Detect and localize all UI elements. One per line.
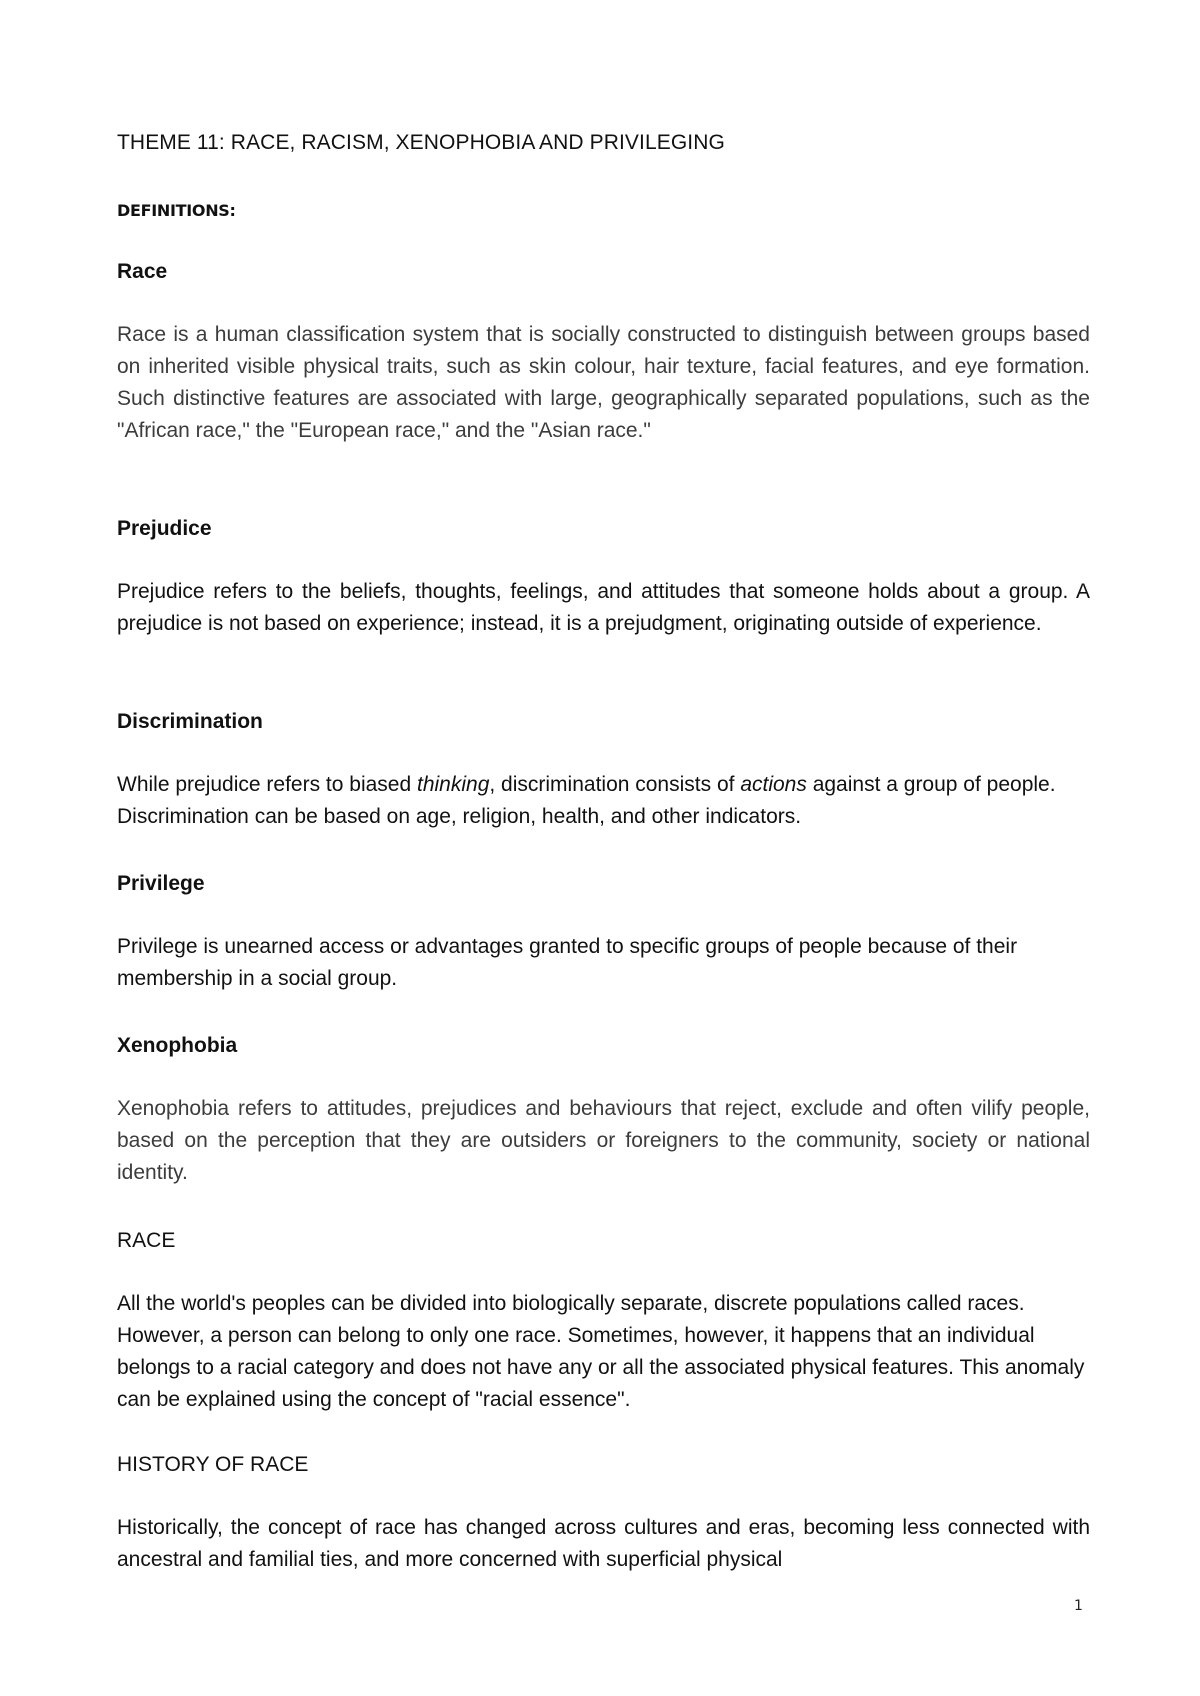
paragraph-discrimination	[117, 769, 1090, 833]
definitions-label: DEFINITIONS:	[117, 201, 236, 220]
paragraph-history-of-race: Historically, the concept of race has changed across cultures and eras, becoming less connected with ancestral and familial ties, and more concerned with superficial physical	[117, 1516, 1090, 1571]
paragraph-prejudice: Prejudice refers to the beliefs, thoughts, feelings, and attitudes that someone holds about a group. A prejudice is not based on experience; instead, it is a prejudgment, originating outside of experience.	[117, 580, 1090, 635]
document-page	[117, 0, 1090, 1696]
heading-race: Race	[117, 260, 168, 283]
heading-history-of-race: HISTORY OF RACE	[117, 1453, 309, 1476]
discrimination-text-3: against a group of people. Discrimination can be based on age, religion, health, and other indicators.	[117, 773, 1056, 828]
page-number: 1	[1074, 1598, 1083, 1614]
heading-discrimination: Discrimination	[117, 710, 263, 733]
document-title: THEME 11: RACE, RACISM, XENOPHOBIA AND PRIVILEGING	[117, 131, 725, 154]
paragraph-privilege: Privilege is unearned access or advantages granted to specific groups of people because of their membership in a social group.	[117, 935, 1018, 990]
paragraph-race: Race is a human classification system that is socially constructed to distinguish between groups based on inherited visible physical traits, such as skin colour, hair texture, facial features, and eye formation. Such distinctive features are associated with large, geographically separated populations, such as the "African race," the "European race," and the "Asian race."	[117, 323, 1090, 442]
discrimination-text-1: While prejudice refers to biased	[117, 773, 417, 796]
heading-privilege: Privilege	[117, 872, 205, 895]
discrimination-text-2: , discrimination consists of	[489, 773, 741, 796]
paragraph-race-section: All the world's peoples can be divided into biologically separate, discrete populations called races. However, a person can belong to only one race. Sometimes, however, it happens that an individual belongs to a racial category and does not have any or all the associated physical features. This anomaly can be explained using the concept of "racial essence".	[117, 1292, 1085, 1411]
paragraph-xenophobia: Xenophobia refers to attitudes, prejudices and behaviours that reject, exclude and often vilify people, based on the perception that they are outsiders or foreigners to the community, society or national identity.	[117, 1097, 1090, 1184]
discrimination-emphasis-thinking: thinking	[416, 773, 490, 796]
heading-prejudice: Prejudice	[117, 517, 212, 540]
discrimination-emphasis-actions: actions	[740, 773, 807, 796]
heading-race-section: RACE	[117, 1229, 176, 1252]
heading-xenophobia: Xenophobia	[117, 1034, 238, 1057]
